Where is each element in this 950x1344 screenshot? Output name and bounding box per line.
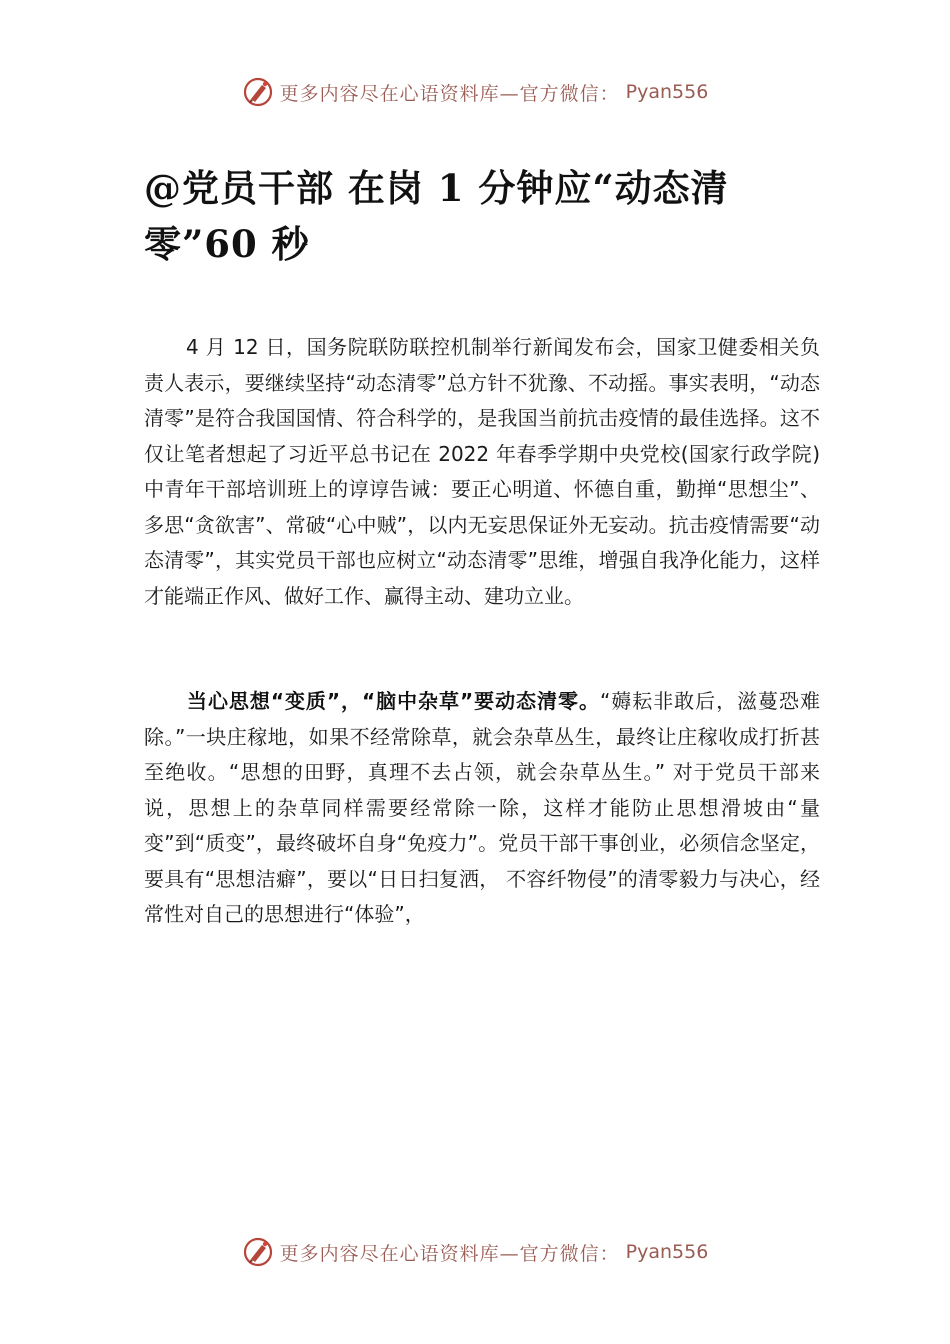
paragraph-1 — [144, 330, 820, 614]
paragraph-2-lead: 当心思想“变质”，“脑中杂草”要动态清零。 — [186, 689, 600, 713]
pen-logo-icon — [242, 1236, 274, 1268]
pen-logo-icon — [242, 76, 274, 108]
watermark-text: 更多内容尽在心语资料库—官方微信： — [279, 1242, 620, 1265]
watermark-text: 更多内容尽在心语资料库—官方微信： — [279, 82, 620, 105]
paragraph-2 — [144, 684, 820, 933]
footer-watermark — [0, 1236, 950, 1268]
watermark-handle: Pyan556 — [625, 1241, 709, 1263]
paragraph-2-text: “薅耘非敢后，滋蔓恐难除。”一块庄稼地，如果不经常除草，就会杂草丛生，最终让庄稼收成打折甚至绝收。“思想的田野，真理不去占领，就会杂草丛生。” 对于党员干部来说，思想上的杂草同样需要经常除一除，这样才能防止思想滑坡由“量变”到“质变”，最终破坏自身“免疫力”。党员干部干事创业，必须信念坚定，要具有“思想洁癖”，要以“日日扫复洒， 不容纤物侵”的清零毅力与决心，经常性对自己的思想进行“体验”， — [144, 689, 821, 926]
watermark-handle: Pyan556 — [625, 81, 709, 103]
page-title: @党员干部 在岗 1 分钟应“动态清零”60 秒 — [144, 166, 729, 266]
paragraph-1-text: 4 月 12 日，国务院联防联控机制举行新闻发布会，国家卫健委相关负责人表示，要继续坚持“动态清零”总方针不犹豫、不动摇。事实表明，“动态清零”是符合我国国情、符合科学的，是我国当前抗击疫情的最佳选择。这不仅让笔者想起了习近平总书记在 2022 年春季学期中央党校(国家行政学院)中青年干部培训班上的谆谆告诫：要正心明道、怀德自重，勤掸“思想尘”、多思“贪欲害”、常破“心中贼”，以内无妄思保证外无妄动。抗击疫情需要“动态清零”，其实党员干部也应树立“动态清零”思维，增强自我净化能力，这样才能端正作风、做好工作、赢得主动、建功立业。 — [144, 335, 820, 608]
header-watermark — [0, 76, 950, 108]
